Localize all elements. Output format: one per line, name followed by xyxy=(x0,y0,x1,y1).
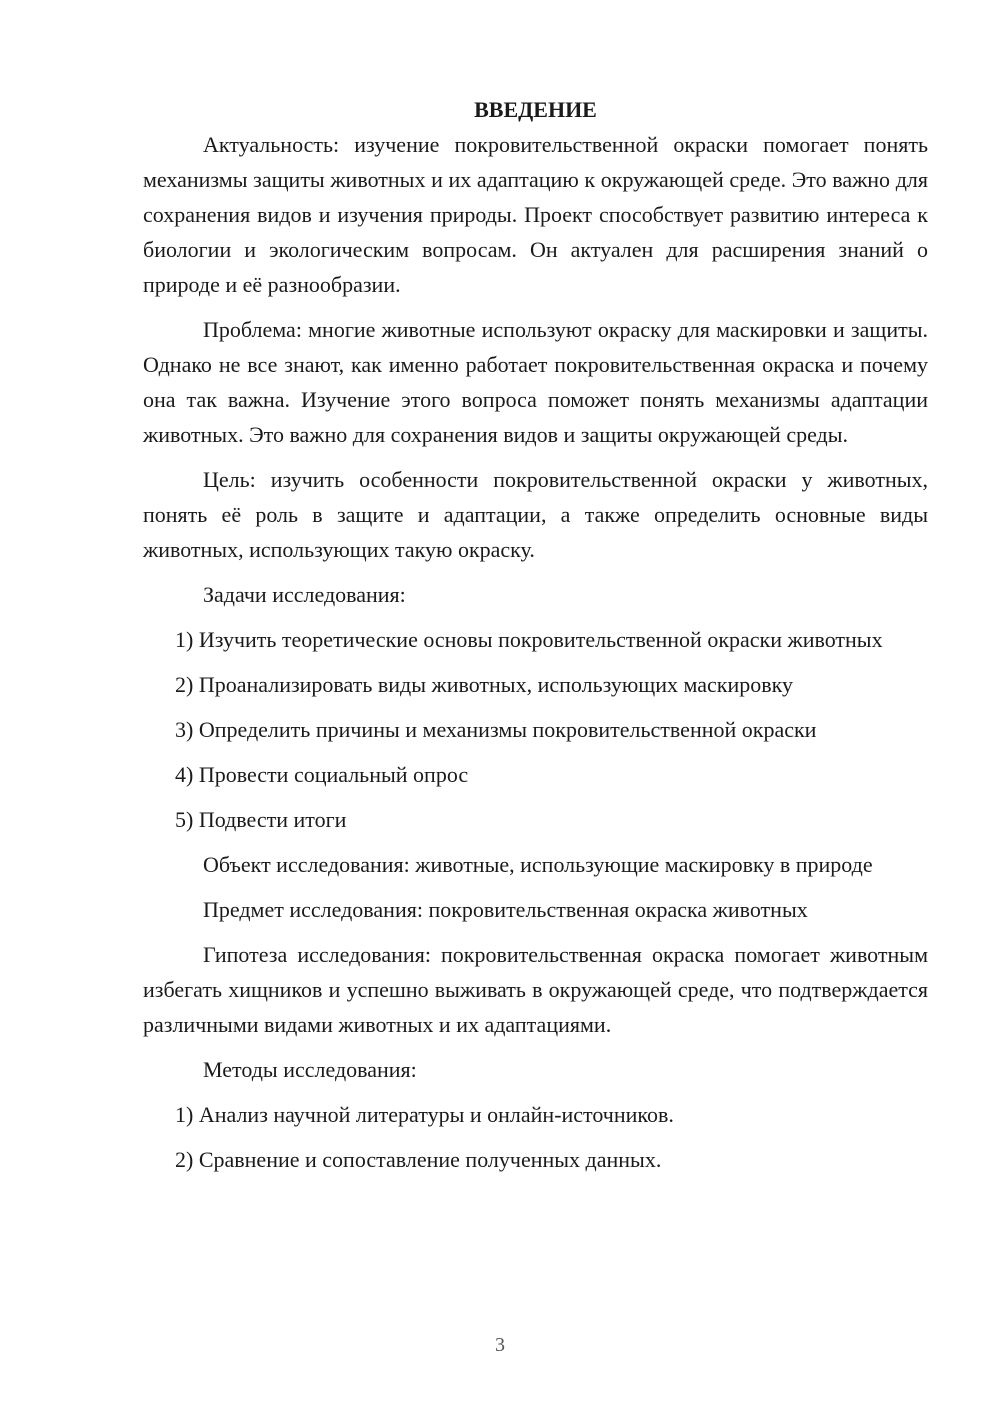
relevance-paragraph: Актуальность: изучение покровительственной окраски помогает понять механизмы защиты животных и их адаптацию к окружающей среде. Это важно для сохранения видов и изучения природы. Проект способствует развитию интереса к биологии и экологическим вопросам. Он актуален для расширения знаний о природе и её разнообразии. xyxy=(143,132,928,297)
page-number: 3 xyxy=(495,1334,505,1356)
problem-paragraph: Проблема: многие животные используют окраску для маскировки и защиты. Однако не все знают, как именно работает покровительственная окраска и почему она так важна. Изучение этого вопроса поможет понять механизмы адаптации животных. Это важно для сохранения видов и защиты окружающей среды. xyxy=(143,317,928,447)
method-item-2: 2) Сравнение и сопоставление полученных данных. xyxy=(175,1147,662,1172)
tasks-heading: Задачи исследования: xyxy=(203,582,406,607)
task-item-1: 1) Изучить теоретические основы покровительственной окраски животных xyxy=(175,627,883,652)
task-item-2: 2) Проанализировать виды животных, использующих маскировку xyxy=(175,672,794,697)
hypothesis-paragraph: Гипотеза исследования: покровительственная окраска помогает животным избегать хищников и успешно выживать в окружающей среде, что подтверждается различными видами животных и их адаптациями. xyxy=(143,942,928,1037)
task-item-3: 3) Определить причины и механизмы покровительственной окраски xyxy=(175,717,817,742)
task-item-4: 4) Провести социальный опрос xyxy=(175,762,469,787)
object-paragraph: Объект исследования: животные, использующие маскировку в природе xyxy=(203,852,873,877)
method-item-1: 1) Анализ научной литературы и онлайн-источников. xyxy=(175,1102,674,1127)
subject-paragraph: Предмет исследования: покровительственная окраска животных xyxy=(203,897,808,922)
methods-heading: Методы исследования: xyxy=(203,1057,417,1082)
document-page xyxy=(143,92,928,1177)
task-item-5: 5) Подвести итоги xyxy=(175,807,347,832)
goal-paragraph: Цель: изучить особенности покровительственной окраски у животных, понять её роль в защите и адаптации, а также определить основные виды животных, использующих такую окраску. xyxy=(143,467,928,562)
section-title: ВВЕДЕНИЕ xyxy=(474,97,597,122)
